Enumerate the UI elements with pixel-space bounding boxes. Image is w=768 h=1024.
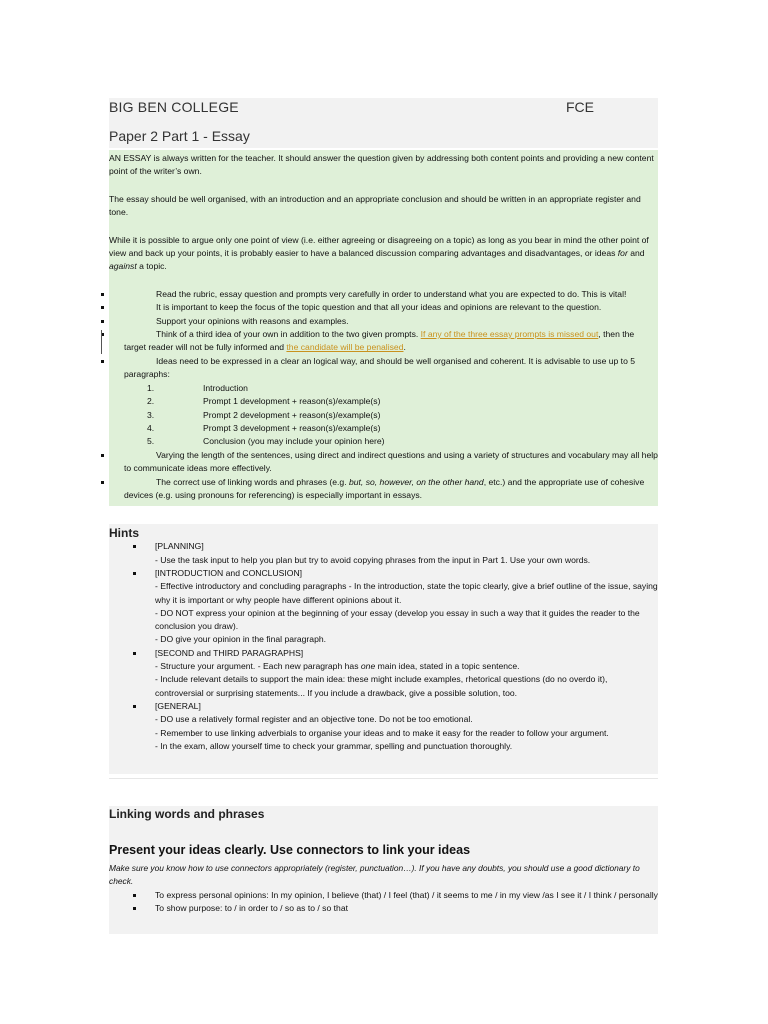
hint-item: [PLANNING] - Use the task input to help you plan but try to avoid copying phrases from the input in Part 1. Use your own words. (109, 540, 658, 567)
tip-item: Varying the length of the sentences, using direct and indirect questions and using a variety of structures and vocabulary may all help to communicate ideas more effectively. (109, 449, 658, 476)
connector-item: To show purpose: to / in order to / so as to / so that (109, 902, 658, 915)
intro-section (109, 150, 658, 506)
page-title: Paper 2 Part 1 - Essay (109, 128, 250, 144)
document-header (109, 98, 658, 148)
penalty-link[interactable]: If any of the three essay prompts is missed out (420, 329, 599, 340)
linking-title: Linking words and phrases (109, 807, 265, 821)
tip-item: Read the rubric, essay question and prompts very carefully in order to understand what you are expected to do. This is vital! (109, 288, 658, 301)
tip-item: It is important to keep the focus of the topic question and that all your ideas and opinions are relevant to the question. (109, 301, 658, 314)
exam-level: FCE (566, 99, 594, 115)
tips-list (109, 449, 658, 503)
linking-subtitle: Present your ideas clearly. Use connectors to link your ideas (109, 843, 471, 857)
tip-item: The correct use of linking words and phrases (e.g. but, so, however, on the other hand, etc.) and the appropriate use of cohesive devices (e.g. using pronouns for referencing) is especially important in essays. (109, 476, 658, 503)
hints-section (109, 524, 658, 774)
plan-item: 3. Prompt 2 development + reason(s)/example(s) (147, 409, 381, 420)
linking-note: Make sure you know how to use connectors appropriately (register, punctuation…). If you have any doubts, you should use a good dictionary to check. (109, 863, 640, 887)
plan-item: 5. Conclusion (you may include your opinion here) (147, 436, 385, 447)
connector-item: To express personal opinions: In my opinion, I believe (that) / I feel (that) / it seems to me / in my view /as I see it / I think / personally (109, 889, 658, 902)
intro-paragraph: AN ESSAY is always written for the teacher. It should answer the question given by addressing both content points and providing a new content point of the writer’s own. (109, 153, 654, 177)
plan-item: 1. Introduction (147, 382, 248, 393)
tips-list (109, 288, 658, 382)
tip-item: Think of a third idea of your own in addition to the two given prompts. If any of the three essay prompts is missed out, then the target reader will not be fully informed and the candidate will be penalised. (109, 328, 658, 355)
intro-paragraph: While it is possible to argue only one point of view (i.e. either agreeing or disagreeing on a topic) as long as you bear in mind the other point of view and back up your points, it is probably easier to have a balanced discussion comparing advantages and disadvantages, or ideas for and against a topic. (109, 234, 649, 272)
connectors-list (109, 889, 658, 916)
hint-item: [GENERAL] - DO use a relatively formal register and an objective tone. Do not be too emotional. - Remember to use linking adverbials to organise your ideas and to make it easy for the reader to follow your argument. - In the exam, allow yourself time to check your grammar, spelling and punctuation thoroughly. (109, 700, 658, 753)
college-name: BIG BEN COLLEGE (109, 99, 239, 115)
hint-item: [INTRODUCTION and CONCLUSION] - Effective introductory and concluding paragraphs - In the introduction, state the topic clearly, give a brief outline of the issue, saying why it is important or why people have different opinions about it. - DO NOT express your opinion at the beginning of your essay (develop you essay in such a way that it guides the reader to the conclusion you draw). - DO give your opinion in the final paragraph. (109, 567, 658, 647)
tip-item: Support your opinions with reasons and examples. (109, 315, 658, 328)
tip-item: Ideas need to be expressed in a clear an logical way, and should be well organised and coherent. It is advisable to use up to 5 paragraphs: (109, 355, 658, 382)
hints-list (109, 540, 658, 753)
paragraph-plan (109, 382, 658, 449)
plan-item: 4. Prompt 3 development + reason(s)/example(s) (147, 422, 381, 433)
hint-item: [SECOND and THIRD PARAGRAPHS] - Structure your argument. - Each new paragraph has one main idea, stated in a topic sentence. - Include relevant details to support the main idea: these might include examples, rhetorical questions (do no overdo it), controversial or surprising statements... If you include a drawback, give a possible solution, too. (109, 647, 658, 700)
penalised-link[interactable]: the candidate will be penalised (286, 342, 404, 353)
plan-item: 2. Prompt 1 development + reason(s)/example(s) (147, 396, 381, 407)
hints-title: Hints (109, 526, 139, 541)
intro-paragraph: The essay should be well organised, with an introduction and an appropriate conclusion and should be written in an appropriate register and tone. (109, 193, 641, 218)
document-page (109, 98, 658, 774)
text-cursor (101, 330, 102, 354)
linking-section (109, 806, 658, 934)
section-divider (109, 778, 658, 779)
